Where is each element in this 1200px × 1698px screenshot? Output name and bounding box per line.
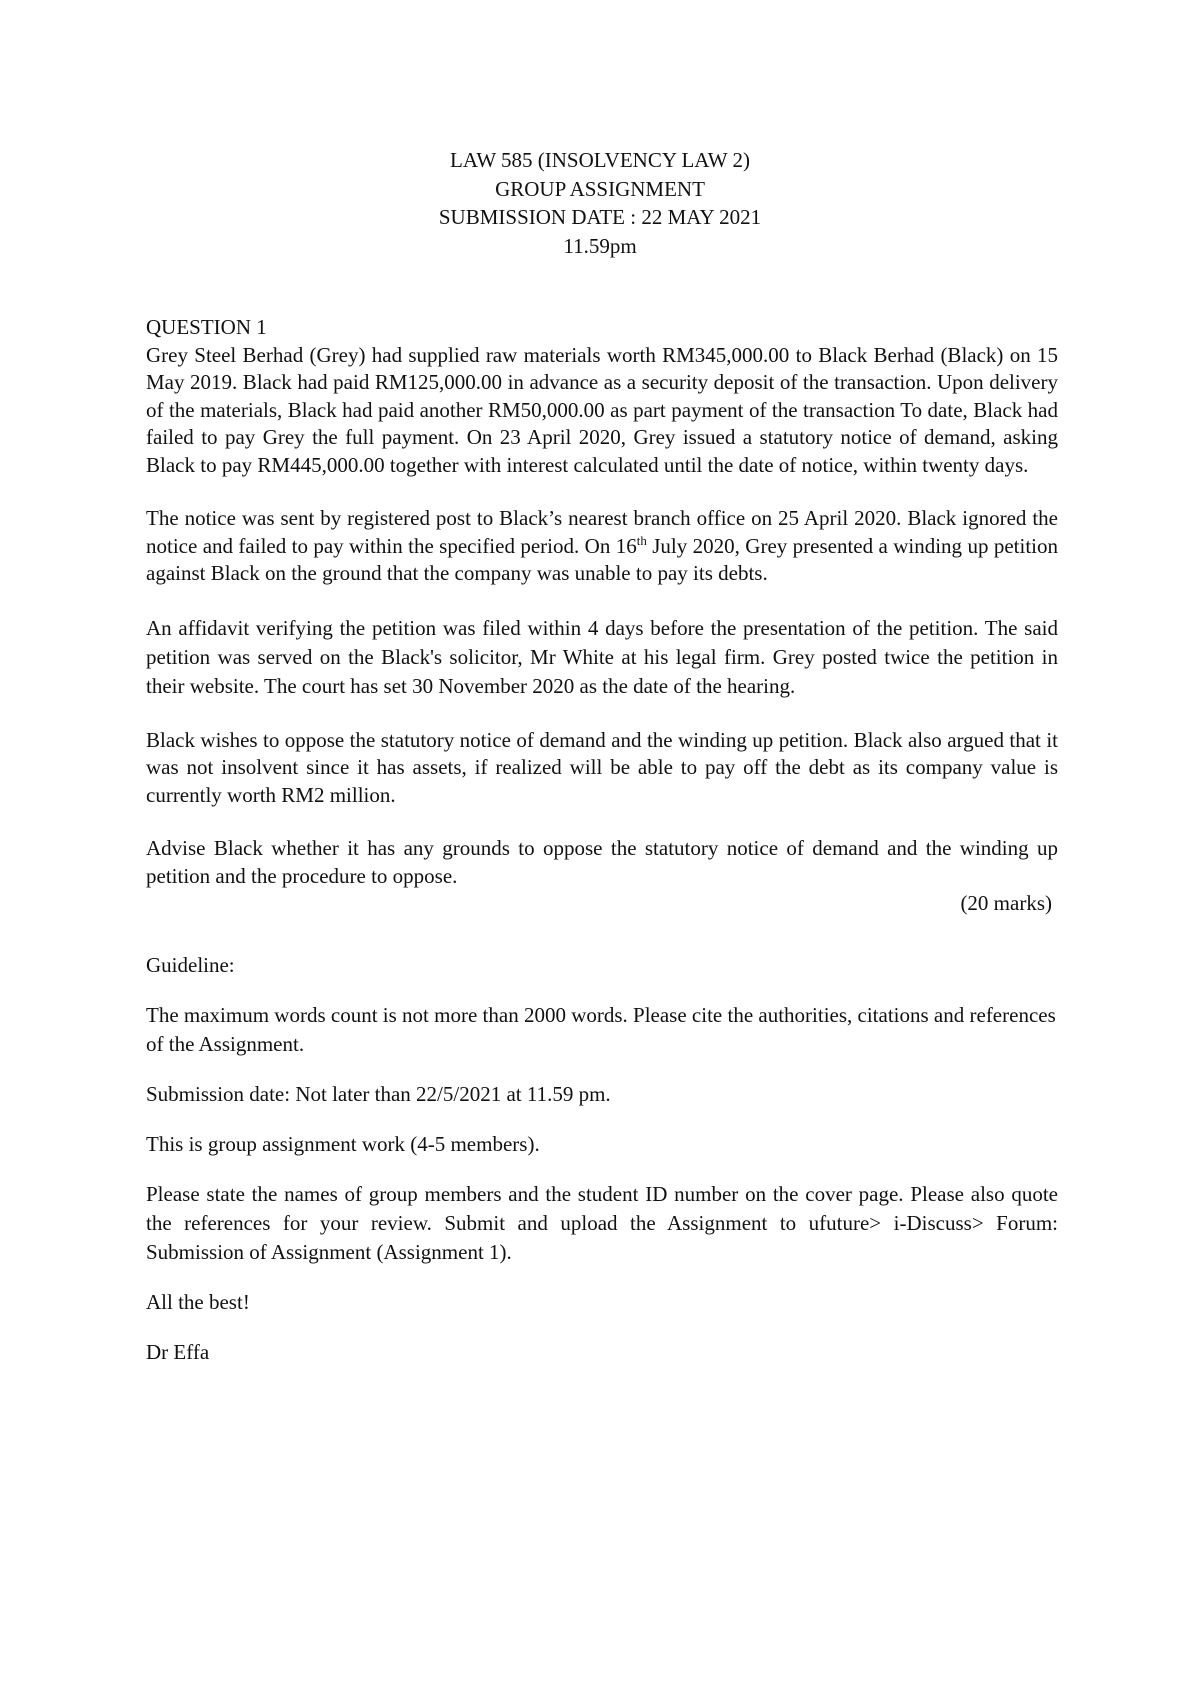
guideline-label: Guideline: — [146, 952, 235, 977]
submission-time: 11.59pm — [563, 233, 637, 258]
document-body — [146, 314, 1058, 1366]
question-paragraph-2 — [146, 505, 1058, 588]
ordinal-superscript: th — [636, 532, 647, 548]
marks-label: (20 marks) — [960, 891, 1052, 915]
question-paragraph-5: Advise Black whether it has any grounds to oppose the statutory notice of demand and the winding up petition and the procedure to oppose. — [146, 836, 1058, 888]
question-paragraph-4: Black wishes to oppose the statutory notice of demand and the winding up petition. Black also argued that it was not insolvent since it has assets, if realized will be able to pay off the debt as its company value is currently worth RM2 million. — [146, 727, 1058, 807]
closing-line: All the best! — [146, 1290, 250, 1314]
course-title: LAW 585 (INSOLVENCY LAW 2) — [450, 148, 750, 172]
document-header — [0, 146, 1200, 260]
submission-date: SUBMISSION DATE : 22 MAY 2021 — [438, 205, 762, 229]
guideline-group-info: This is group assignment work (4-5 members). — [146, 1131, 540, 1156]
question-label: QUESTION 1 — [146, 315, 267, 339]
guideline-word-count: The maximum words count is not more than 2000 words. Please cite the authorities, citations and references of the Assignment. — [146, 1003, 1056, 1056]
question-paragraph-3: An affidavit verifying the petition was filed within 4 days before the presentation of the petition. The said petition was served on the Black's solicitor, Mr White at his legal firm. Grey posted twice the petition in their website. The court has set 30 November 2020 as the date of the hearing. — [146, 615, 1058, 698]
signature: Dr Effa — [146, 1339, 210, 1364]
guideline-submission-date: Submission date: Not later than 22/5/2021 at 11.59 pm. — [146, 1082, 611, 1106]
assignment-type: GROUP ASSIGNMENT — [495, 176, 705, 201]
guideline-cover-page: Please state the names of group members and the student ID number on the cover page. Please also quote the references for your review. Submit and upload the Assignment to ufuture> i-Discuss> Forum: Submission of Assignment (Assignment 1). — [146, 1182, 1058, 1264]
paragraph-2-text-a: The notice was sent by registered post to Black’s nearest branch office on 25 April 2020. Black ignored the notice and failed to pay within the specified period. On 16 — [146, 506, 1058, 558]
paragraph-2-text-b: July 2020, Grey presented a winding up petition against Black on the ground that the company was unable to pay its debts. — [146, 533, 1059, 585]
question-paragraph-1: Grey Steel Berhad (Grey) had supplied raw materials worth RM345,000.00 to Black Berhad (Black) on 15 May 2019. Black had paid RM125,000.00 in advance as a security deposit of the transaction. Upon delivery of the materials, Black had paid another RM50,000.00 as part payment of the transaction To date, Black had failed to pay Grey the full payment. On 23 April 2020, Grey issued a statutory notice of demand, asking Black to pay RM445,000.00 together with interest calculated until the date of notice, within twenty days. — [146, 342, 1058, 477]
